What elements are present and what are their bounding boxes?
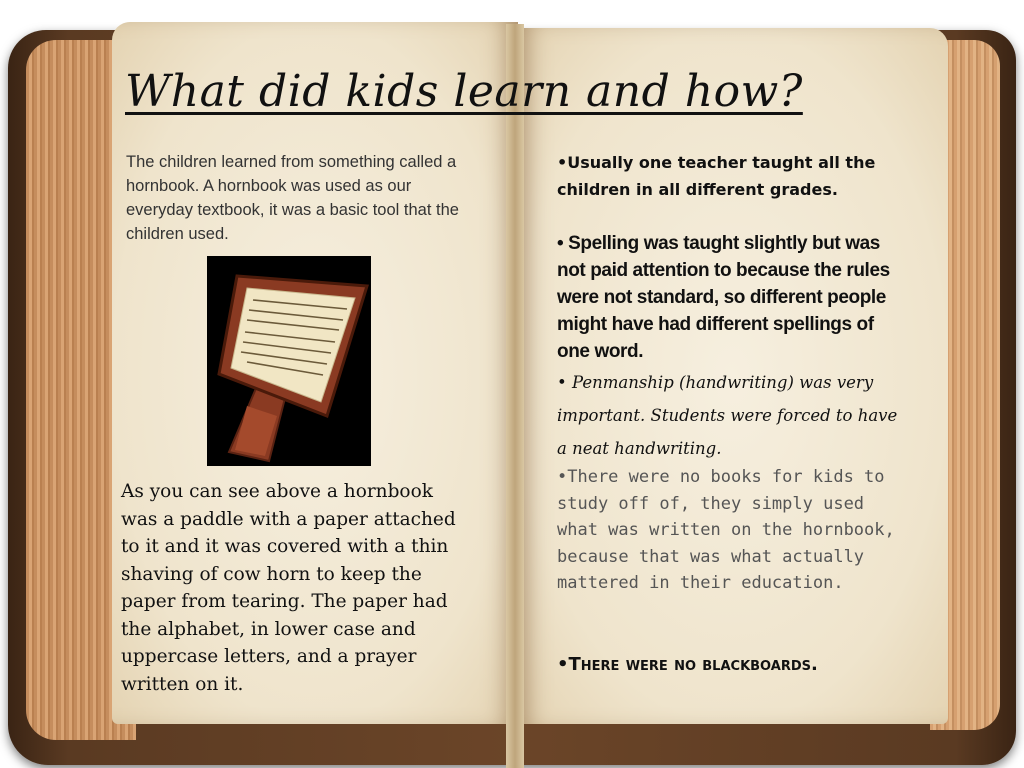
intro-text: The children learned from something called a hornbook. A hornbook was used as our everyday textbook, it was a basic tool that the children used. <box>126 153 459 243</box>
hornbook-image <box>207 256 371 466</box>
bullet-spelling: • Spelling was taught slightly but was not paid attention to because the rules were not standard, so different people might have had different spellings of one word. <box>557 233 890 362</box>
book-spine <box>506 24 524 768</box>
bullet-no-blackboards: •There were no blackboards. <box>557 654 818 675</box>
bullet-no-books: •There were no books for kids to study off of, they simply used what was written on the hornbook, because that was what actually mattered in their education. <box>557 467 895 593</box>
bullet-penmanship: • Penmanship (handwriting) was very important. Students were forced to have a neat handwriting. <box>557 373 898 458</box>
page-title: What did kids learn and how? <box>125 66 803 117</box>
hornbook-icon <box>207 256 371 466</box>
bullet-teacher: •Usually one teacher taught all the children in all different grades. <box>557 153 876 199</box>
hornbook-caption: As you can see above a hornbook was a paddle with a paper attached to it and it was covered with a thin shaving of cow horn to keep the paper from tearing. The paper had the alphabet, in lower case and uppercase letters, and a prayer written on it. <box>121 481 456 695</box>
